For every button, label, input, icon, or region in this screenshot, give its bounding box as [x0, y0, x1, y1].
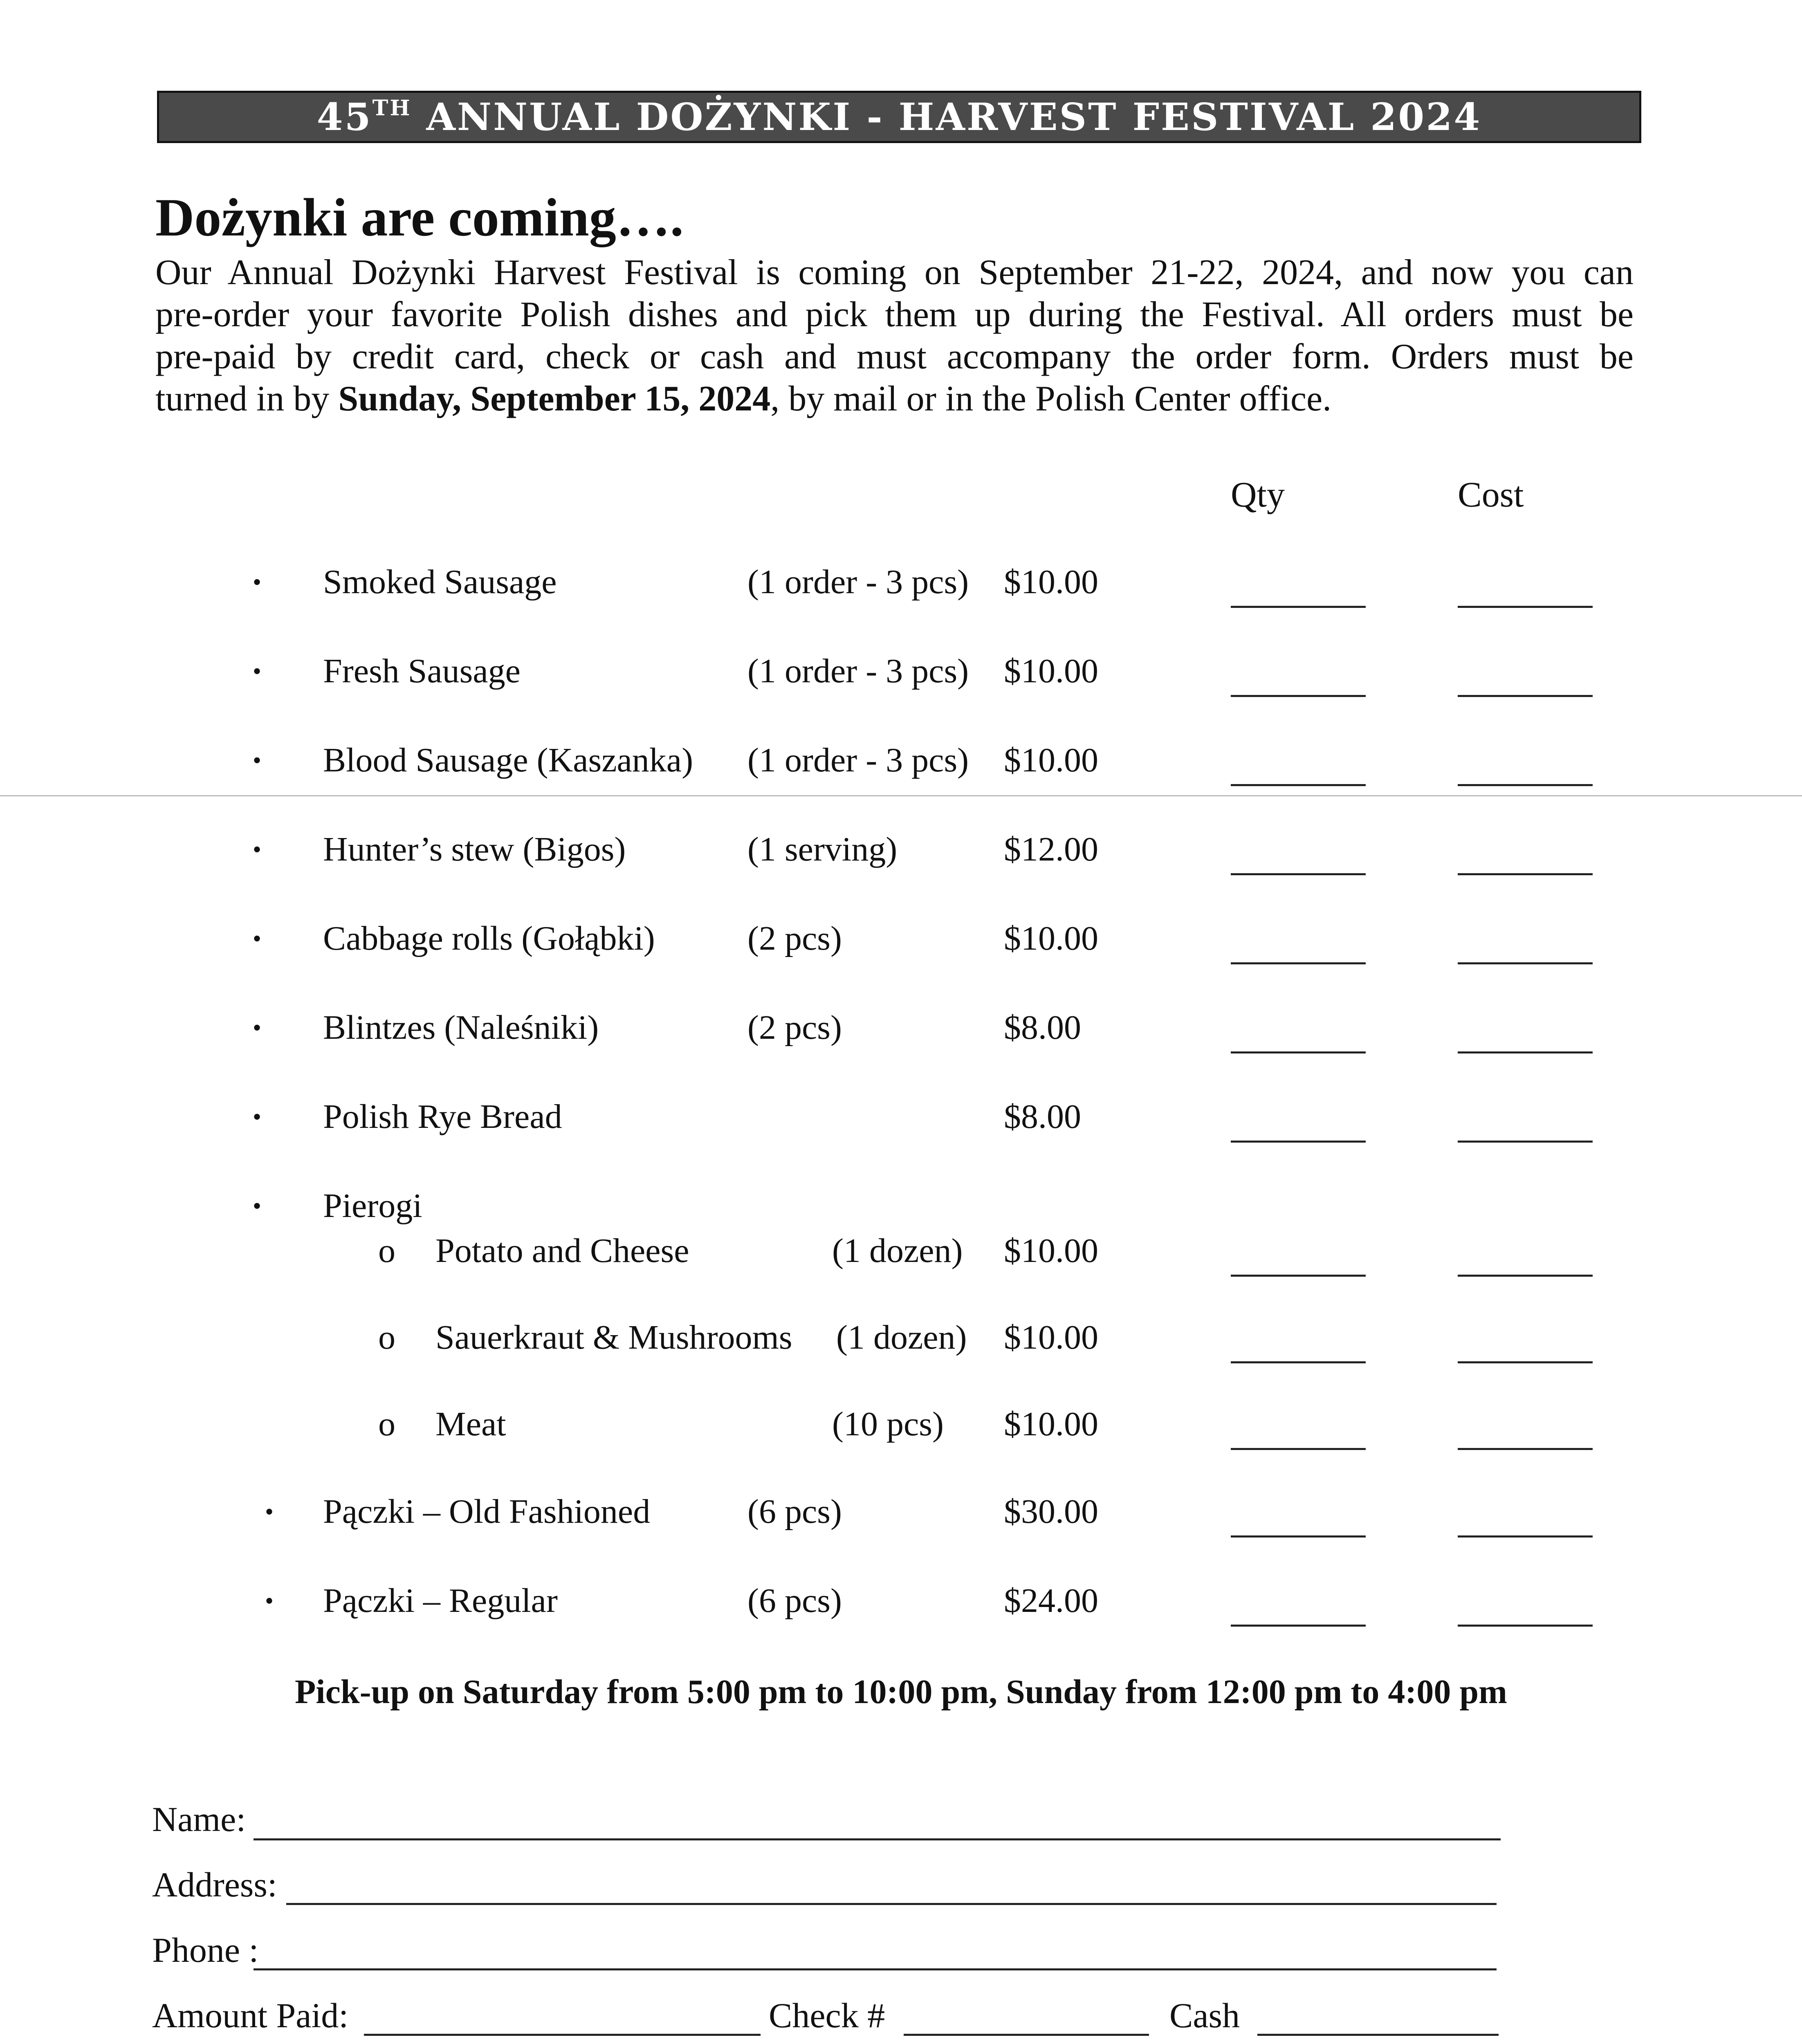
menu-item-bullet: • [253, 658, 262, 685]
menu-item-portion: (1 order - 3 pcs) [747, 741, 969, 779]
menu-item-portion: (2 pcs) [747, 919, 842, 957]
menu-item-price: $10.00 [1004, 563, 1098, 601]
festival-title-banner [157, 91, 1641, 143]
qty-field[interactable] [1231, 962, 1366, 964]
address-label: Address: [152, 1865, 277, 1904]
qty-column-header: Qty [1231, 475, 1285, 515]
cost-field[interactable] [1458, 1051, 1593, 1053]
festival-title: 45TH ANNUAL DOŻYNKI - HARVEST FESTIVAL 2024 [316, 95, 1482, 139]
name-label: Name: [152, 1800, 246, 1839]
menu-item-bullet: • [253, 1103, 262, 1130]
paczki-item-price: $30.00 [1004, 1493, 1098, 1531]
cost-field[interactable] [1458, 1448, 1593, 1450]
qty-field[interactable] [1231, 606, 1366, 608]
page-heading: Dożynki are coming…. [155, 187, 684, 247]
cost-field[interactable] [1458, 784, 1593, 786]
name-field[interactable] [254, 1838, 1501, 1840]
pickup-times: Pick-up on Saturday from 5:00 pm to 10:00 pm, Sunday from 12:00 pm to 4:00 pm [294, 1673, 1508, 1711]
menu-item-price: $10.00 [1004, 741, 1098, 779]
amount-paid-label: Amount Paid: [152, 1996, 349, 2035]
cost-field[interactable] [1458, 695, 1593, 697]
menu-item-price: $12.00 [1004, 830, 1098, 868]
cash-label: Cash [1169, 1996, 1240, 2035]
pierogi-item-portion: (10 pcs) [832, 1405, 944, 1443]
amount-paid-field[interactable] [364, 2034, 761, 2036]
paczki-item-portion: (6 pcs) [747, 1493, 842, 1531]
menu-item-portion: (2 pcs) [747, 1009, 842, 1047]
menu-item-name: Blood Sausage (Kaszanka) [323, 741, 693, 779]
phone-field[interactable] [254, 1968, 1497, 1970]
qty-field[interactable] [1231, 695, 1366, 697]
cost-field[interactable] [1458, 1625, 1593, 1627]
menu-item-name: Fresh Sausage [323, 652, 521, 690]
cost-field[interactable] [1458, 962, 1593, 964]
qty-field[interactable] [1231, 873, 1366, 875]
fold-line [0, 795, 1802, 796]
phone-label: Phone : [152, 1930, 259, 1970]
menu-item-bullet: • [253, 1014, 262, 1041]
qty-field[interactable] [1231, 1448, 1366, 1450]
menu-item-price: $10.00 [1004, 652, 1098, 690]
pierogi-label: Pierogi [323, 1187, 422, 1225]
menu-item-bullet: • [253, 747, 262, 774]
menu-item-name: Polish Rye Bread [323, 1098, 562, 1136]
qty-field[interactable] [1231, 1141, 1366, 1143]
menu-item-name: Hunter’s stew (Bigos) [323, 830, 626, 868]
cost-field[interactable] [1458, 873, 1593, 875]
menu-item-bullet: • [265, 1587, 274, 1614]
menu-item-bullet: • [253, 925, 262, 952]
menu-item-portion: (1 order - 3 pcs) [747, 652, 969, 690]
qty-field[interactable] [1231, 784, 1366, 786]
pierogi-item-price: $10.00 [1004, 1232, 1098, 1270]
menu-item-name: Cabbage rolls (Gołąbki) [323, 919, 655, 957]
menu-item-price: $10.00 [1004, 919, 1098, 957]
cash-field[interactable] [1257, 2034, 1499, 2036]
cost-field[interactable] [1458, 1361, 1593, 1363]
check-label: Check # [769, 1996, 885, 2035]
pierogi-item-price: $10.00 [1004, 1318, 1098, 1356]
menu-item-name: Smoked Sausage [323, 563, 557, 601]
cost-field[interactable] [1458, 1141, 1593, 1143]
intro-line: pre-paid by credit card, check or cash and must accompany the order form. Orders must be [155, 337, 1634, 377]
sub-item-bullet: o [378, 1405, 395, 1443]
qty-field[interactable] [1231, 1051, 1366, 1053]
qty-field[interactable] [1231, 1275, 1366, 1277]
sub-item-bullet: o [378, 1232, 395, 1270]
cost-field[interactable] [1458, 606, 1593, 608]
menu-item-bullet: • [265, 1498, 274, 1525]
menu-item-bullet: • [253, 1192, 262, 1219]
intro-line: Our Annual Dożynki Harvest Festival is coming on September 21-22, 2024, and now you can [155, 253, 1634, 292]
pierogi-item-name: Meat [435, 1405, 506, 1443]
intro-line: turned in by Sunday, September 15, 2024, by mail or in the Polish Center office. [155, 379, 1332, 419]
pierogi-item-portion: (1 dozen) [836, 1318, 967, 1356]
pierogi-item-portion: (1 dozen) [832, 1232, 963, 1270]
qty-field[interactable] [1231, 1361, 1366, 1363]
intro-line: pre-order your favorite Polish dishes and pick them up during the Festival. All orders must be [155, 295, 1634, 334]
menu-item-portion: (1 order - 3 pcs) [747, 563, 969, 601]
paczki-item-name: Pączki – Old Fashioned [323, 1493, 651, 1531]
menu-item-bullet: • [253, 569, 262, 596]
paczki-item-price: $24.00 [1004, 1582, 1098, 1620]
paczki-item-portion: (6 pcs) [747, 1582, 842, 1620]
pierogi-item-name: Sauerkraut & Mushrooms [435, 1318, 792, 1356]
check-number-field[interactable] [904, 2034, 1149, 2036]
qty-field[interactable] [1231, 1535, 1366, 1537]
cost-field[interactable] [1458, 1275, 1593, 1277]
menu-item-name: Blintzes (Naleśniki) [323, 1009, 599, 1047]
cost-column-header: Cost [1458, 475, 1524, 515]
sub-item-bullet: o [378, 1318, 395, 1356]
pierogi-item-name: Potato and Cheese [435, 1232, 689, 1270]
address-field[interactable] [286, 1903, 1497, 1905]
paczki-item-name: Pączki – Regular [323, 1582, 558, 1620]
qty-field[interactable] [1231, 1625, 1366, 1627]
menu-item-portion: (1 serving) [747, 830, 898, 868]
menu-item-price: $8.00 [1004, 1098, 1081, 1136]
cost-field[interactable] [1458, 1535, 1593, 1537]
pierogi-item-price: $10.00 [1004, 1405, 1098, 1443]
menu-item-price: $8.00 [1004, 1009, 1081, 1047]
deadline-date: Sunday, September 15, 2024 [338, 379, 771, 419]
menu-item-bullet: • [253, 836, 262, 863]
intro-paragraph [155, 251, 1634, 420]
